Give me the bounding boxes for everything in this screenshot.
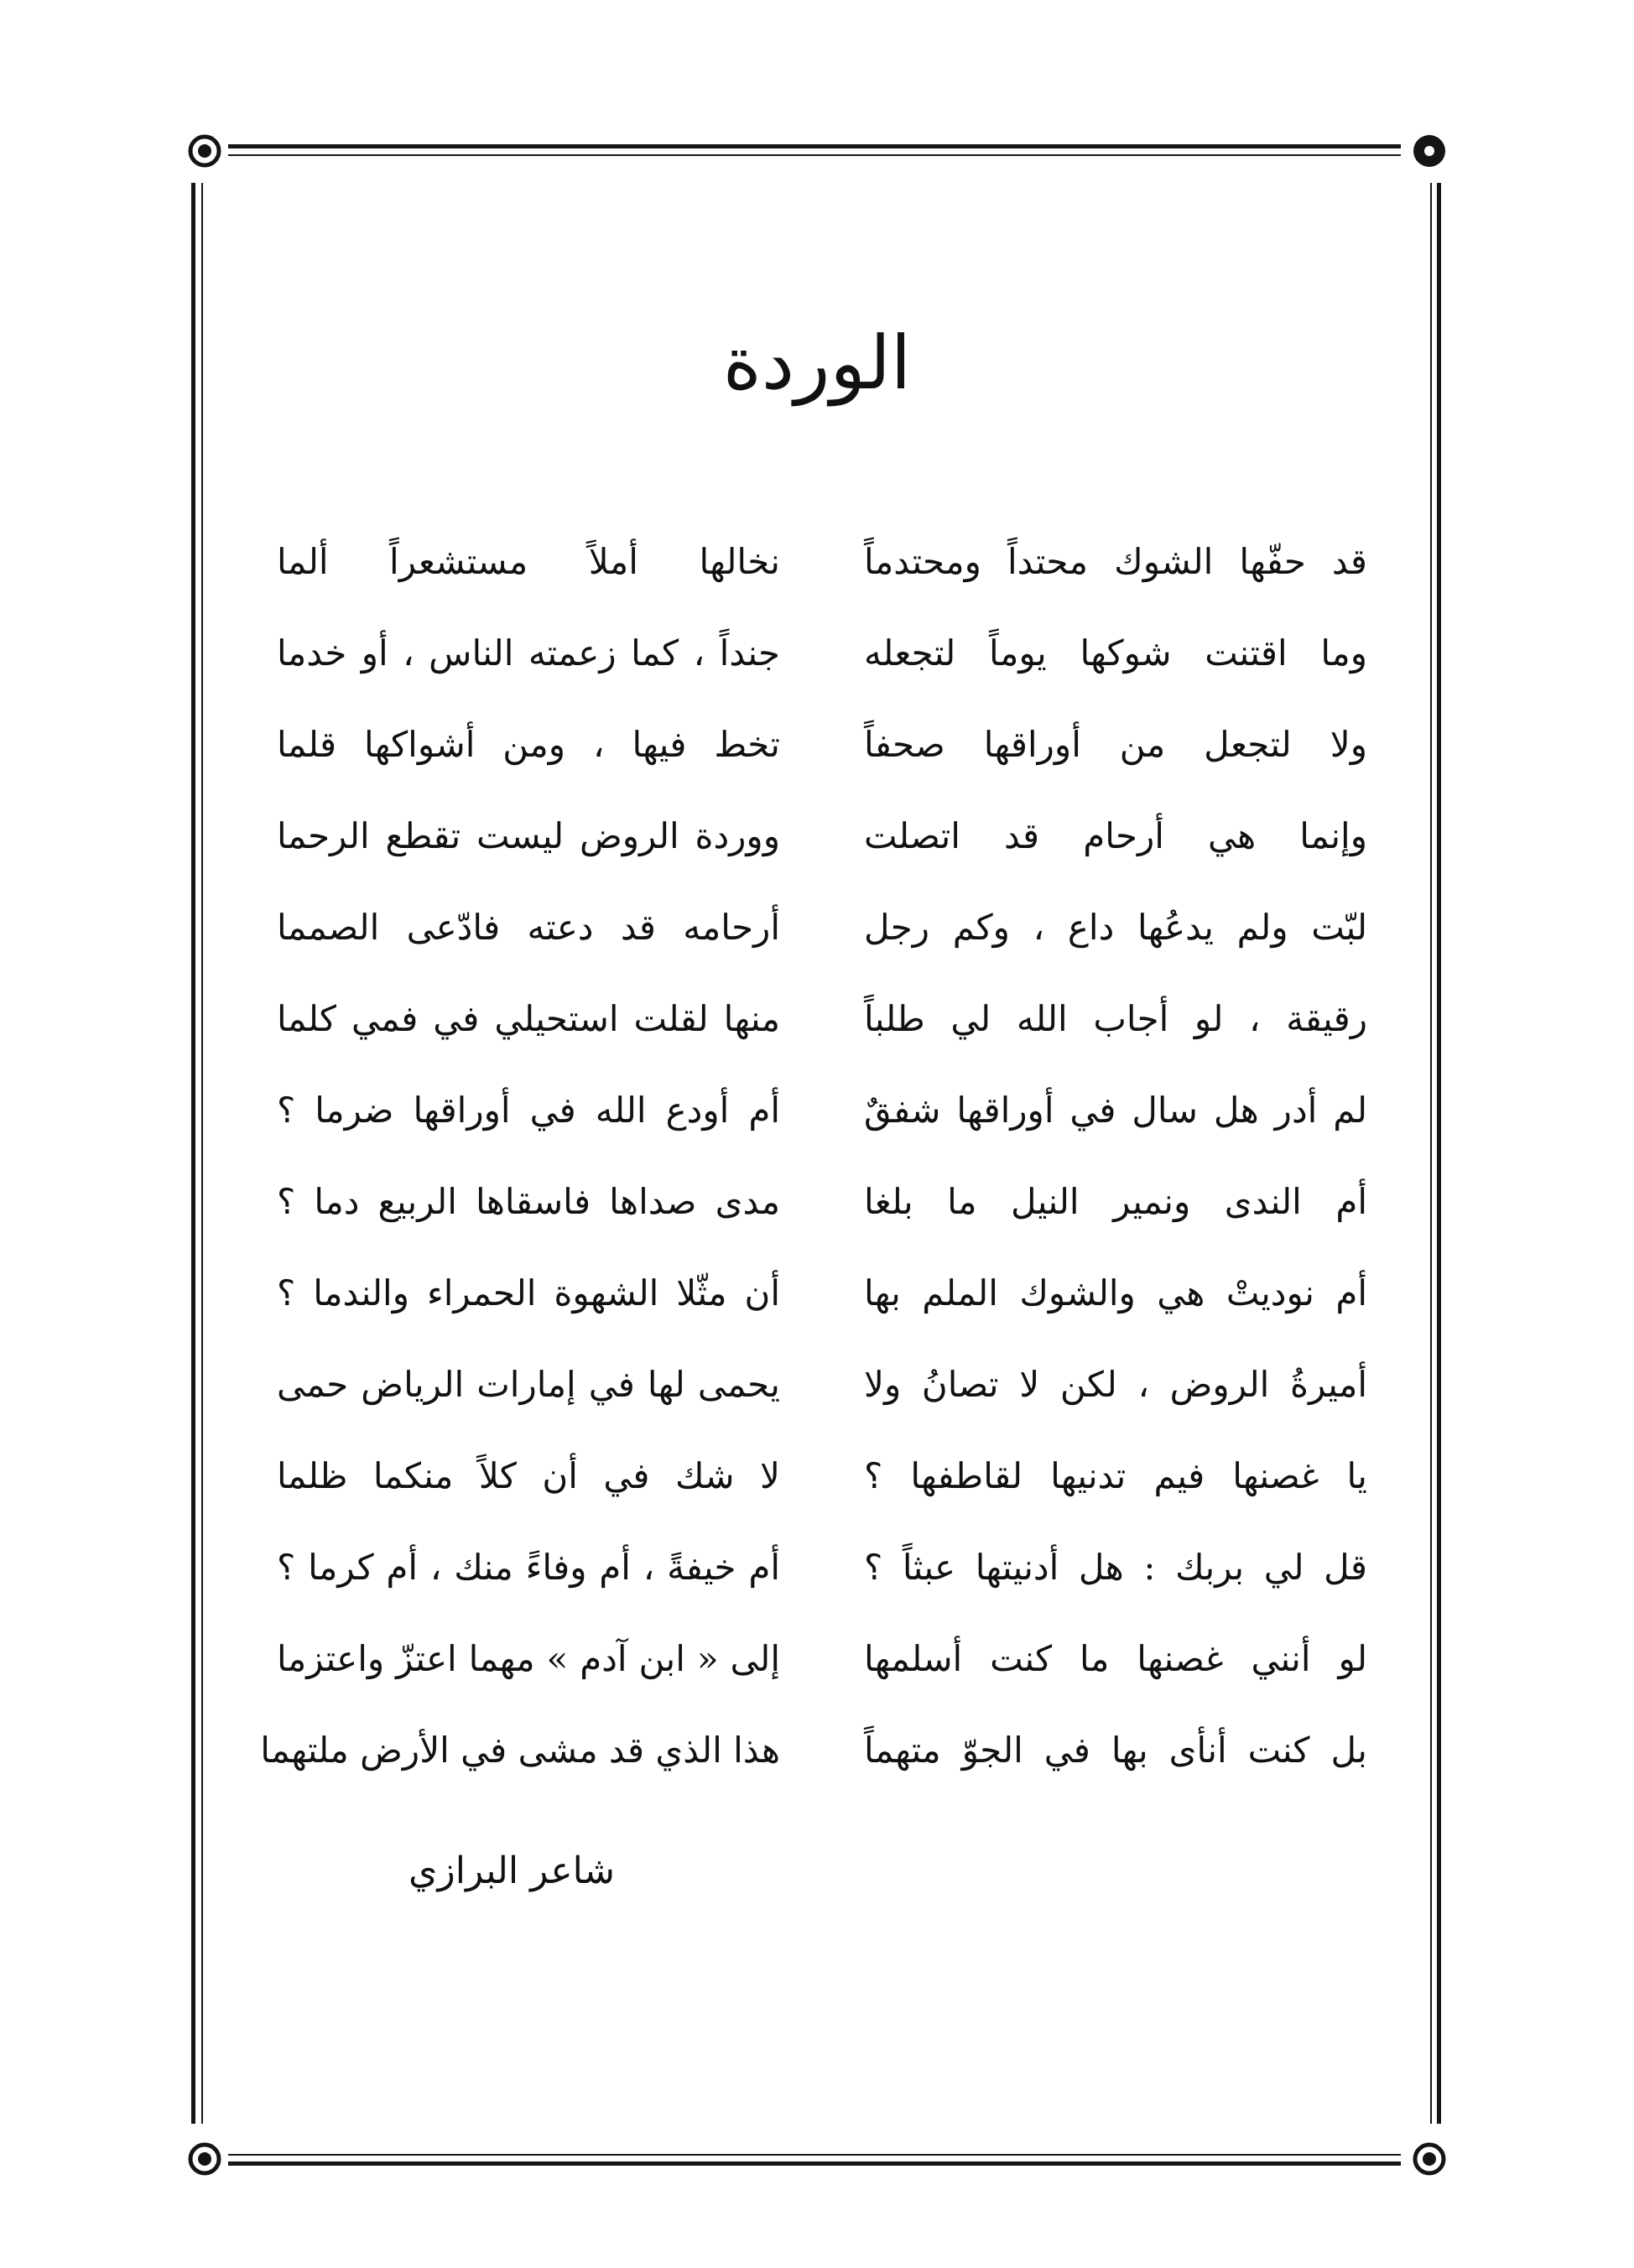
verse-line: [252, 1351, 1367, 1443]
verse-first-hemistich: يا غصنها فيم تدنيها لقاطفها ؟: [864, 1455, 1367, 1496]
frame-bottom-rule-thin: [228, 2154, 1401, 2156]
verse-line: [252, 986, 1367, 1077]
verse-first-hemistich: وما اقتنت شوكها يوماً لتجعله: [864, 632, 1367, 674]
corner-ornament-icon: [186, 133, 223, 169]
verse-line: [252, 620, 1367, 711]
verse-first-hemistich: وإنما هي أرحام قد اتصلت: [864, 815, 1367, 856]
verse-first-hemistich: أم نوديتْ هي والشوك الملم بها: [864, 1272, 1367, 1313]
verse-second-hemistich: أن مثّلا الشهوة الحمراء والندما ؟: [277, 1272, 780, 1313]
verse-line: [252, 894, 1367, 986]
verse-second-hemistich: أرحامه قد دعته فادّعى الصمما: [277, 907, 780, 948]
verse-second-hemistich: أم أودع الله في أوراقها ضرما ؟: [277, 1090, 780, 1131]
poem-verses: [252, 528, 1367, 1808]
verse-second-hemistich: أم خيفةً ، أم وفاءً منك ، أم كرما ؟: [277, 1547, 780, 1588]
verse-line: [252, 1077, 1367, 1168]
verse-first-hemistich: قد حفّها الشوك محتداً ومحتدماً: [864, 541, 1367, 582]
verse-second-hemistich: ووردة الروض ليست تقطع الرحما: [277, 815, 780, 856]
verse-first-hemistich: قل لي بربك : هل أدنيتها عبثاً ؟: [864, 1547, 1367, 1588]
corner-ornament-icon: [1411, 133, 1448, 169]
verse-line: [252, 528, 1367, 620]
frame-left-rule: [191, 183, 195, 2124]
verse-first-hemistich: ولا لتجعل من أوراقها صحفاً: [864, 724, 1367, 765]
frame-bottom-rule: [228, 2161, 1401, 2166]
frame-top-rule: [228, 144, 1401, 148]
verse-second-hemistich: لا شك في أن كلاً منكما ظلما: [277, 1455, 780, 1496]
frame-right-rule-thin: [1430, 183, 1432, 2124]
verse-first-hemistich: لو أنني غصنها ما كنت أسلمها: [864, 1638, 1367, 1679]
verse-first-hemistich: رقيقة ، لو أجاب الله لي طلباً: [864, 998, 1367, 1039]
verse-line: [252, 1260, 1367, 1351]
corner-ornament-icon: [186, 2141, 223, 2177]
verse-second-hemistich: جنداً ، كما زعمته الناس ، أو خدما: [277, 632, 780, 674]
frame-top-rule-thin: [228, 154, 1401, 156]
verse-first-hemistich: بل كنت أنأى بها في الجوّ متهماً: [864, 1730, 1367, 1771]
frame-left-rule-thin: [201, 183, 203, 2124]
verse-first-hemistich: أم الندى ونمير النيل ما بلغا: [864, 1181, 1367, 1222]
verse-line: [252, 1717, 1367, 1808]
verse-line: [252, 1534, 1367, 1626]
verse-second-hemistich: نخالها أملاً مستشعراً ألما: [277, 541, 780, 582]
verse-second-hemistich: يحمى لها في إمارات الرياض حمى: [277, 1364, 780, 1405]
verse-line: [252, 1443, 1367, 1534]
verse-second-hemistich: مدى صداها فاسقاها الربيع دما ؟: [277, 1181, 780, 1222]
poet-signature: شاعر البرازي: [408, 1849, 615, 1892]
poem-title: الوردة: [722, 320, 912, 406]
verse-line: [252, 711, 1367, 803]
frame-right-rule: [1437, 183, 1441, 2124]
corner-ornament-icon: [1411, 2141, 1448, 2177]
verse-line: [252, 1626, 1367, 1717]
verse-second-hemistich: إلى « ابن آدم » مهما اعتزّ واعتزما: [277, 1638, 780, 1679]
verse-first-hemistich: لبّت ولم يدعُها داع ، وكم رجل: [864, 907, 1367, 948]
verse-first-hemistich: أميرةُ الروض ، لكن لا تصانُ ولا: [864, 1364, 1367, 1405]
verse-second-hemistich: هذا الذي قد مشى في الأرض ملتهما: [260, 1730, 780, 1771]
verse-second-hemistich: تخط فيها ، ومن أشواكها قلما: [277, 724, 780, 765]
verse-first-hemistich: لم أدر هل سال في أوراقها شفقٌ: [864, 1090, 1367, 1131]
verse-second-hemistich: منها لقلت استحيلي في فمي كلما: [277, 998, 780, 1039]
verse-line: [252, 803, 1367, 894]
verse-line: [252, 1168, 1367, 1260]
